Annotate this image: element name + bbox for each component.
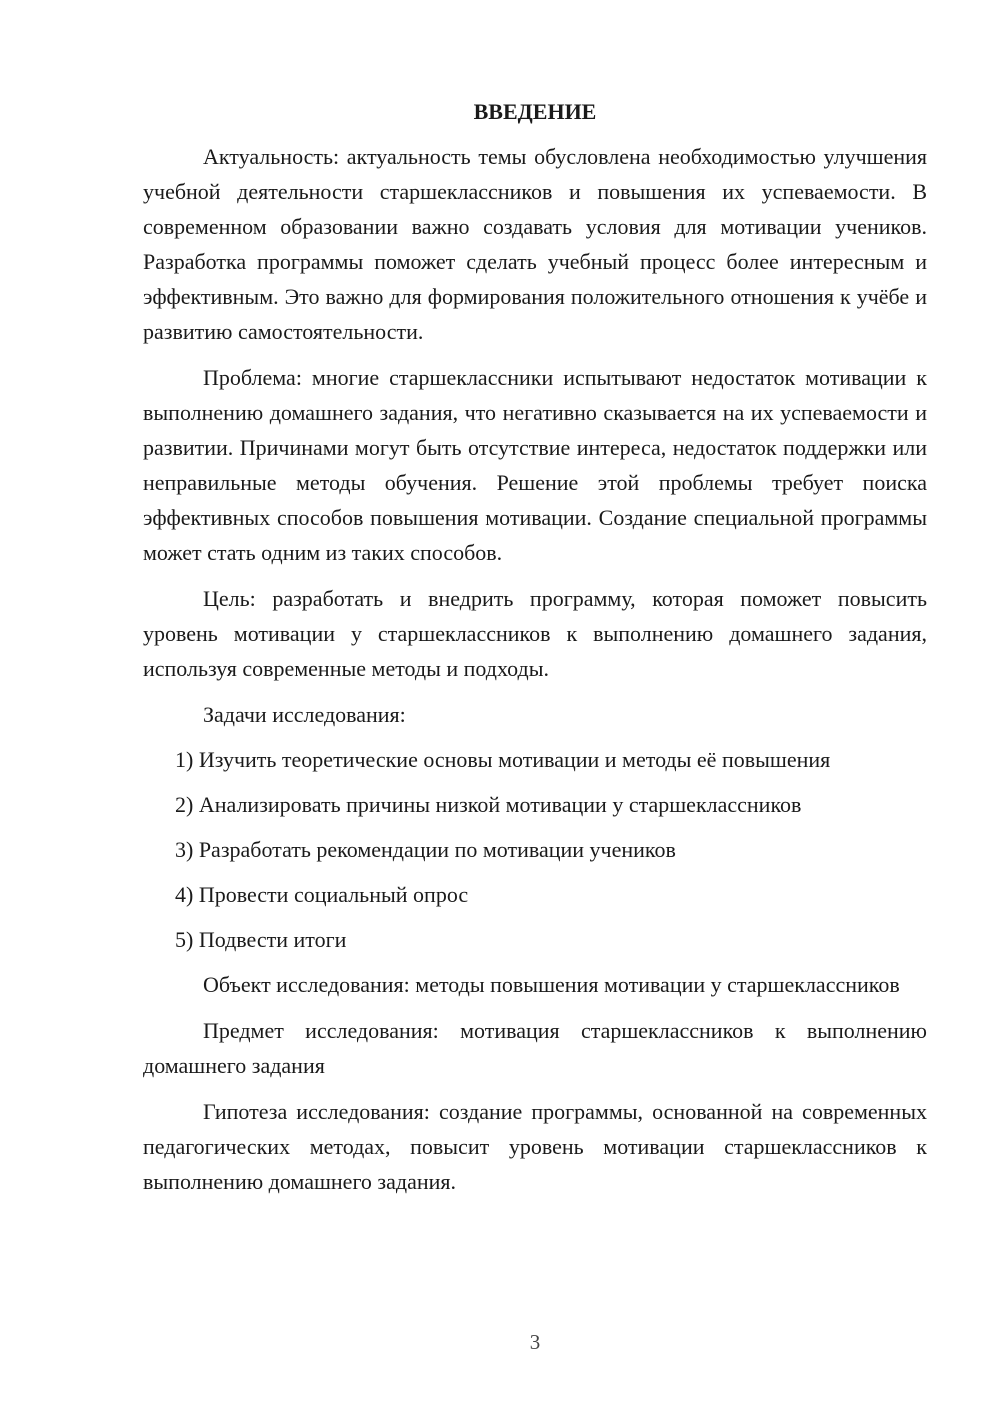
tasks-heading: Задачи исследования: [203,702,406,727]
task-item-5: 5) Подвести итоги [175,927,347,952]
relevance-paragraph: Актуальность: актуальность темы обусловлена необходимостью улучшения учебной деятельности старшеклассников и повышения их успеваемости. В современном образовании важно создавать условия для мотивации учеников. Разработка программы поможет сделать учебный процесс более интересным и эффективным. Это важно для формирования положительного отношения к учёбе и развитию самостоятельности. [143,144,927,344]
page-title: ВВЕДЕНИЕ [473,99,597,124]
object-paragraph: Объект исследования: методы повышения мотивации у старшеклассников [203,972,900,997]
task-item-2: 2) Анализировать причины низкой мотивации у старшеклассников [175,792,802,817]
task-item-1: 1) Изучить теоретические основы мотивации и методы её повышения [175,747,831,772]
subject-paragraph: Предмет исследования: мотивация старшеклассников к выполнению домашнего задания [143,1018,927,1078]
problem-paragraph: Проблема: многие старшеклассники испытывают недостаток мотивации к выполнению домашнего задания, что негативно сказывается на их успеваемости и развитии. Причинами могут быть отсутствие интереса, недостаток поддержки или неправильные методы обучения. Решение этой проблемы требует поиска эффективных способов повышения мотивации. Создание специальной программы может стать одним из таких способов. [143,365,927,565]
document-page [143,94,927,1210]
task-list [143,742,927,957]
task-item-4: 4) Провести социальный опрос [175,882,469,907]
task-item-3: 3) Разработать рекомендации по мотивации учеников [175,837,676,862]
hypothesis-paragraph: Гипотеза исследования: создание программы, основанной на современных педагогических методах, повысит уровень мотивации старшеклассников к выполнению домашнего задания. [143,1099,927,1194]
page-number: 3 [529,1330,541,1354]
goal-paragraph: Цель: разработать и внедрить программу, которая поможет повысить уровень мотивации у старшеклассников к выполнению домашнего задания, используя современные методы и подходы. [143,586,927,681]
